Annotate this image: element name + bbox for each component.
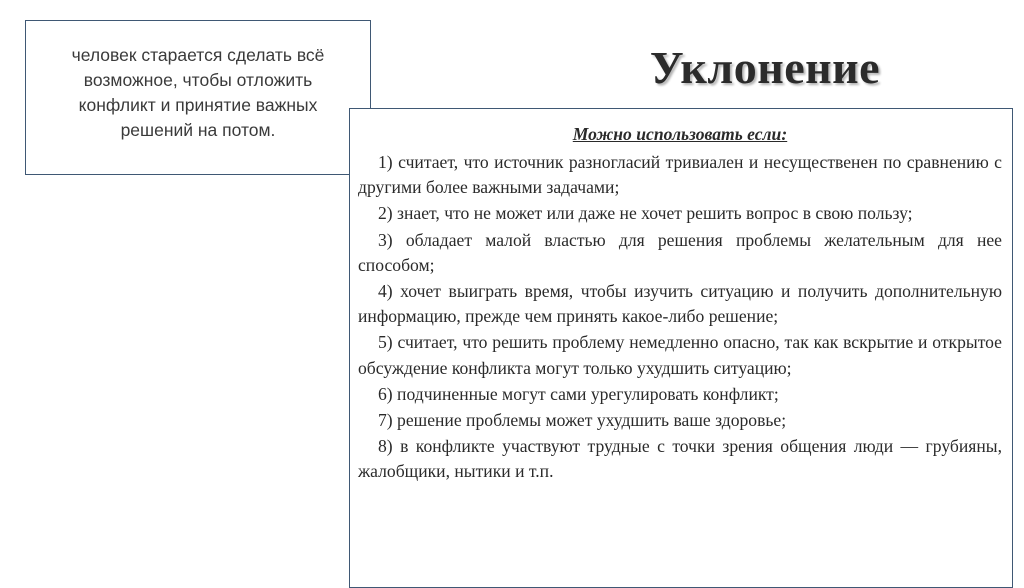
conditions-heading: Можно использовать если: bbox=[572, 124, 788, 144]
condition-item: 7) решение проблемы может ухудшить ваше здоровье; bbox=[378, 410, 787, 431]
condition-item: 6) подчиненные могут сами урегулировать конфликт; bbox=[378, 383, 779, 404]
definition-line: человек старается сделать всё bbox=[71, 45, 325, 65]
slide-title: Уклонение bbox=[649, 42, 881, 93]
condition-item: 1) считает, что источник разногласий тривиален и несущественен по сравнению с другими более важными задачами; bbox=[358, 152, 1002, 198]
condition-item: 3) обладает малой властью для решения проблемы желательным для нее способом; bbox=[358, 229, 1002, 275]
definition-box bbox=[25, 20, 371, 175]
condition-item: 4) хочет выиграть время, чтобы изучить ситуацию и получить дополнительную информацию, прежде чем принять какое-либо решение; bbox=[358, 281, 1002, 327]
condition-item: 5) считает, что решить проблему немедленно опасно, так как вскрытие и открытое обсуждение конфликта могут только ухудшить ситуацию; bbox=[358, 332, 1002, 378]
definition-line: решений на потом. bbox=[120, 120, 276, 140]
conditions-box bbox=[349, 108, 1013, 588]
condition-item: 2) знает, что не может или даже не хочет решить вопрос в свою пользу; bbox=[378, 203, 913, 224]
condition-item: 8) в конфликте участвуют трудные с точки зрения общения люди — грубияны, жалобщики, нытики и т.п. bbox=[358, 436, 1002, 482]
definition-line: конфликт и принятие важных bbox=[78, 95, 318, 115]
definition-line: возможное, чтобы отложить bbox=[83, 70, 313, 90]
